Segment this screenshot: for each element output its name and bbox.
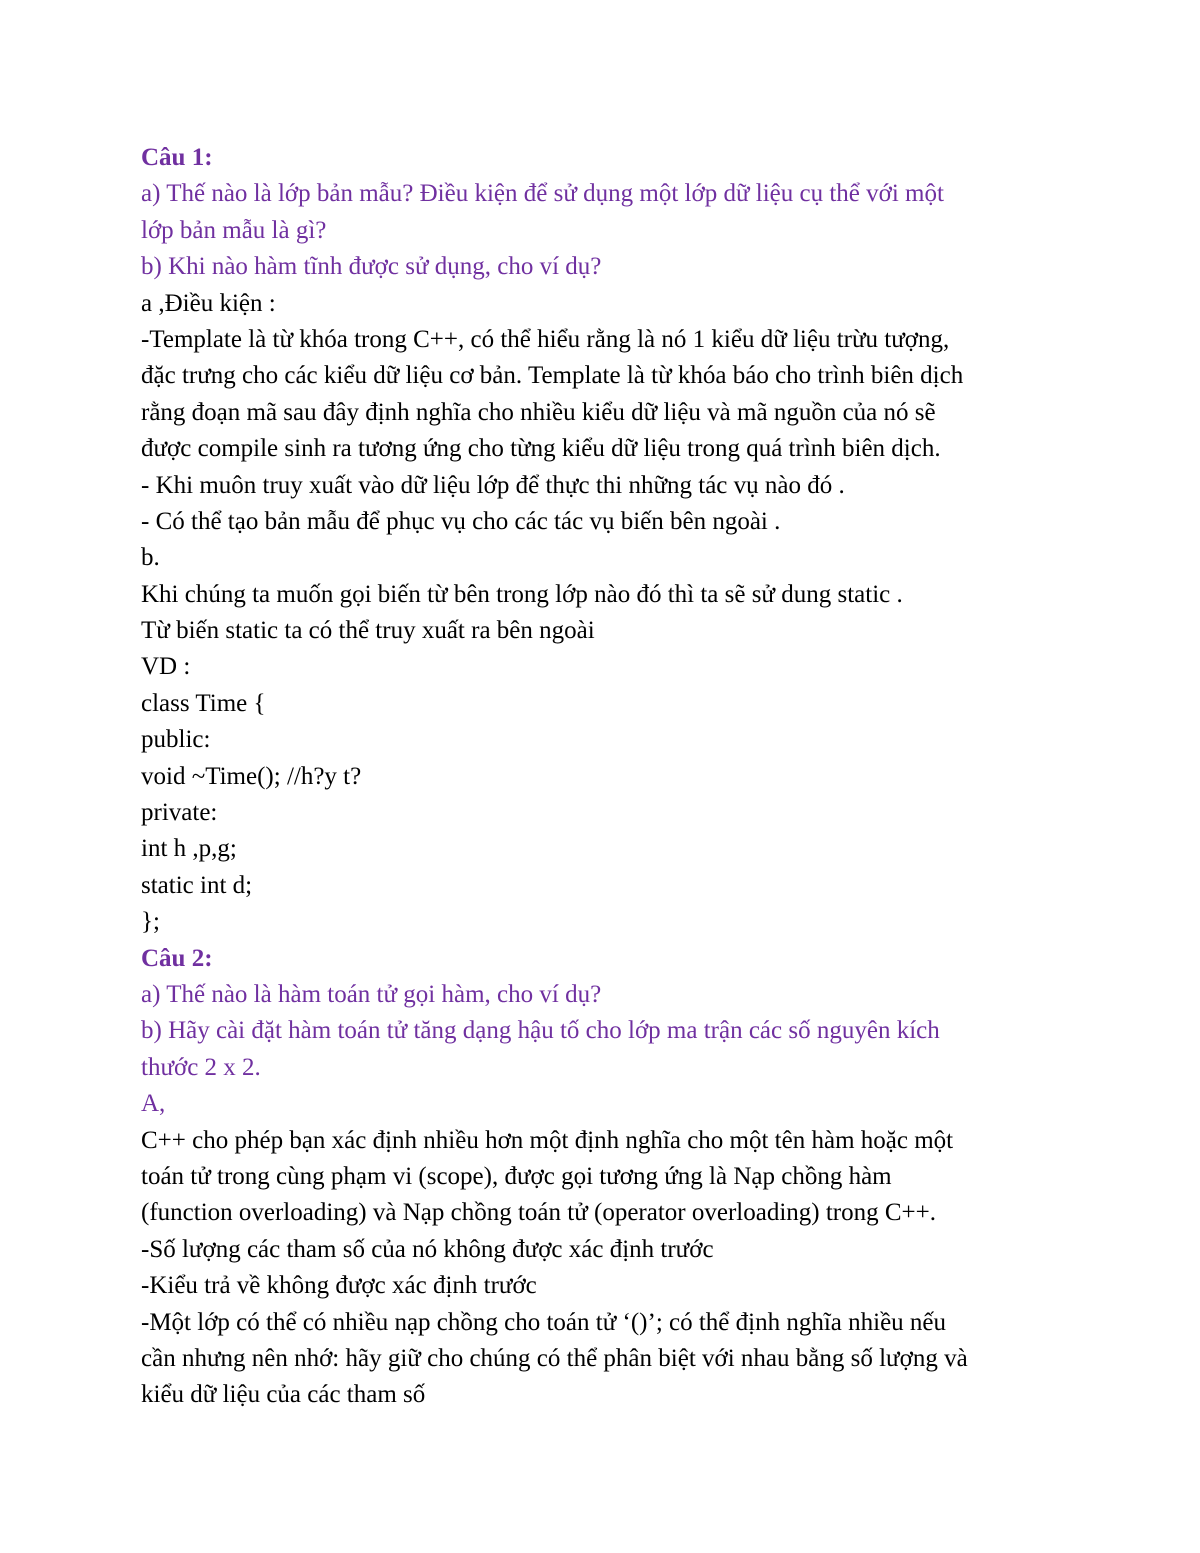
answer-text-line: b.: [141, 544, 160, 572]
answer-text-line: C++ cho phép bạn xác định nhiều hơn một định nghĩa cho một tên hàm hoặc một: [141, 1126, 954, 1154]
question-text-line: lớp bản mẫu là gì?: [141, 216, 327, 244]
answer-text-line: Từ biến static ta có thể truy xuất ra bên ngoài: [141, 617, 595, 645]
answer-text-line: được compile sinh ra tương ứng cho từng kiểu dữ liệu trong quá trình biên dịch.: [141, 435, 941, 463]
answer-text-line: -Số lượng các tham số của nó không được xác định trước: [141, 1235, 714, 1263]
question-text-line: a) Thế nào là lớp bản mẫu? Điều kiện để sử dụng một lớp dữ liệu cụ thể với một: [141, 180, 944, 208]
answer-text-line: toán tử trong cùng phạm vi (scope), được gọi tương ứng là Nạp chồng hàm: [141, 1162, 892, 1190]
question-text-line: b) Khi nào hàm tĩnh được sử dụng, cho ví dụ?: [141, 253, 602, 281]
question-heading: Câu 2:: [141, 944, 213, 972]
answer-text-line: -Một lớp có thể có nhiều nạp chồng cho toán tử ‘()’; có thể định nghĩa nhiều nếu: [141, 1308, 947, 1336]
answer-text-line: cần nhưng nên nhớ: hãy giữ cho chúng có thể phân biệt với nhau bằng số lượng và: [141, 1344, 968, 1372]
answer-text-line: int h ,p,g;: [141, 835, 237, 863]
answer-text-line: kiểu dữ liệu của các tham số: [141, 1381, 426, 1409]
answer-text-line: - Khi muôn truy xuất vào dữ liệu lớp để thực thi những tác vụ nào đó .: [141, 471, 845, 499]
question-text-line: thước 2 x 2.: [141, 1053, 261, 1081]
answer-text-line: Khi chúng ta muốn gọi biến từ bên trong lớp nào đó thì ta sẽ sử dung static .: [141, 580, 903, 608]
answer-text-line: (function overloading) và Nạp chồng toán tử (operator overloading) trong C++.: [141, 1199, 936, 1227]
answer-text-line: public:: [141, 726, 211, 754]
document-page: [141, 140, 1101, 1414]
answer-text-line: rằng đoạn mã sau đây định nghĩa cho nhiều kiểu dữ liệu và mã nguồn của nó sẽ: [141, 398, 936, 426]
answer-text-line: a ,Điều kiện :: [141, 289, 276, 317]
answer-text-line: -Template là từ khóa trong C++, có thể hiểu rằng là nó 1 kiểu dữ liệu trừu tượng,: [141, 325, 950, 353]
answer-text-line: - Có thể tạo bản mẫu để phục vụ cho các tác vụ biến bên ngoài .: [141, 507, 781, 535]
answer-text-line: class Time {: [141, 689, 266, 717]
question-text-line: b) Hãy cài đặt hàm toán tử tăng dạng hậu tố cho lớp ma trận các số nguyên kích: [141, 1017, 940, 1045]
answer-text-line: };: [141, 908, 160, 936]
question-text-line: a) Thế nào là hàm toán tử gọi hàm, cho ví dụ?: [141, 980, 602, 1008]
answer-text-line: void ~Time(); //h?y t?: [141, 762, 362, 790]
question-text-line: A,: [141, 1090, 166, 1118]
answer-text-line: private:: [141, 799, 218, 827]
answer-text-line: -Kiểu trả về không được xác định trước: [141, 1272, 537, 1300]
answer-text-line: static int d;: [141, 871, 253, 899]
question-heading: Câu 1:: [141, 144, 213, 171]
answer-text-line: đặc trưng cho các kiểu dữ liệu cơ bản. Template là từ khóa báo cho trình biên dịch: [141, 362, 964, 390]
answer-text-line: VD :: [141, 653, 191, 681]
